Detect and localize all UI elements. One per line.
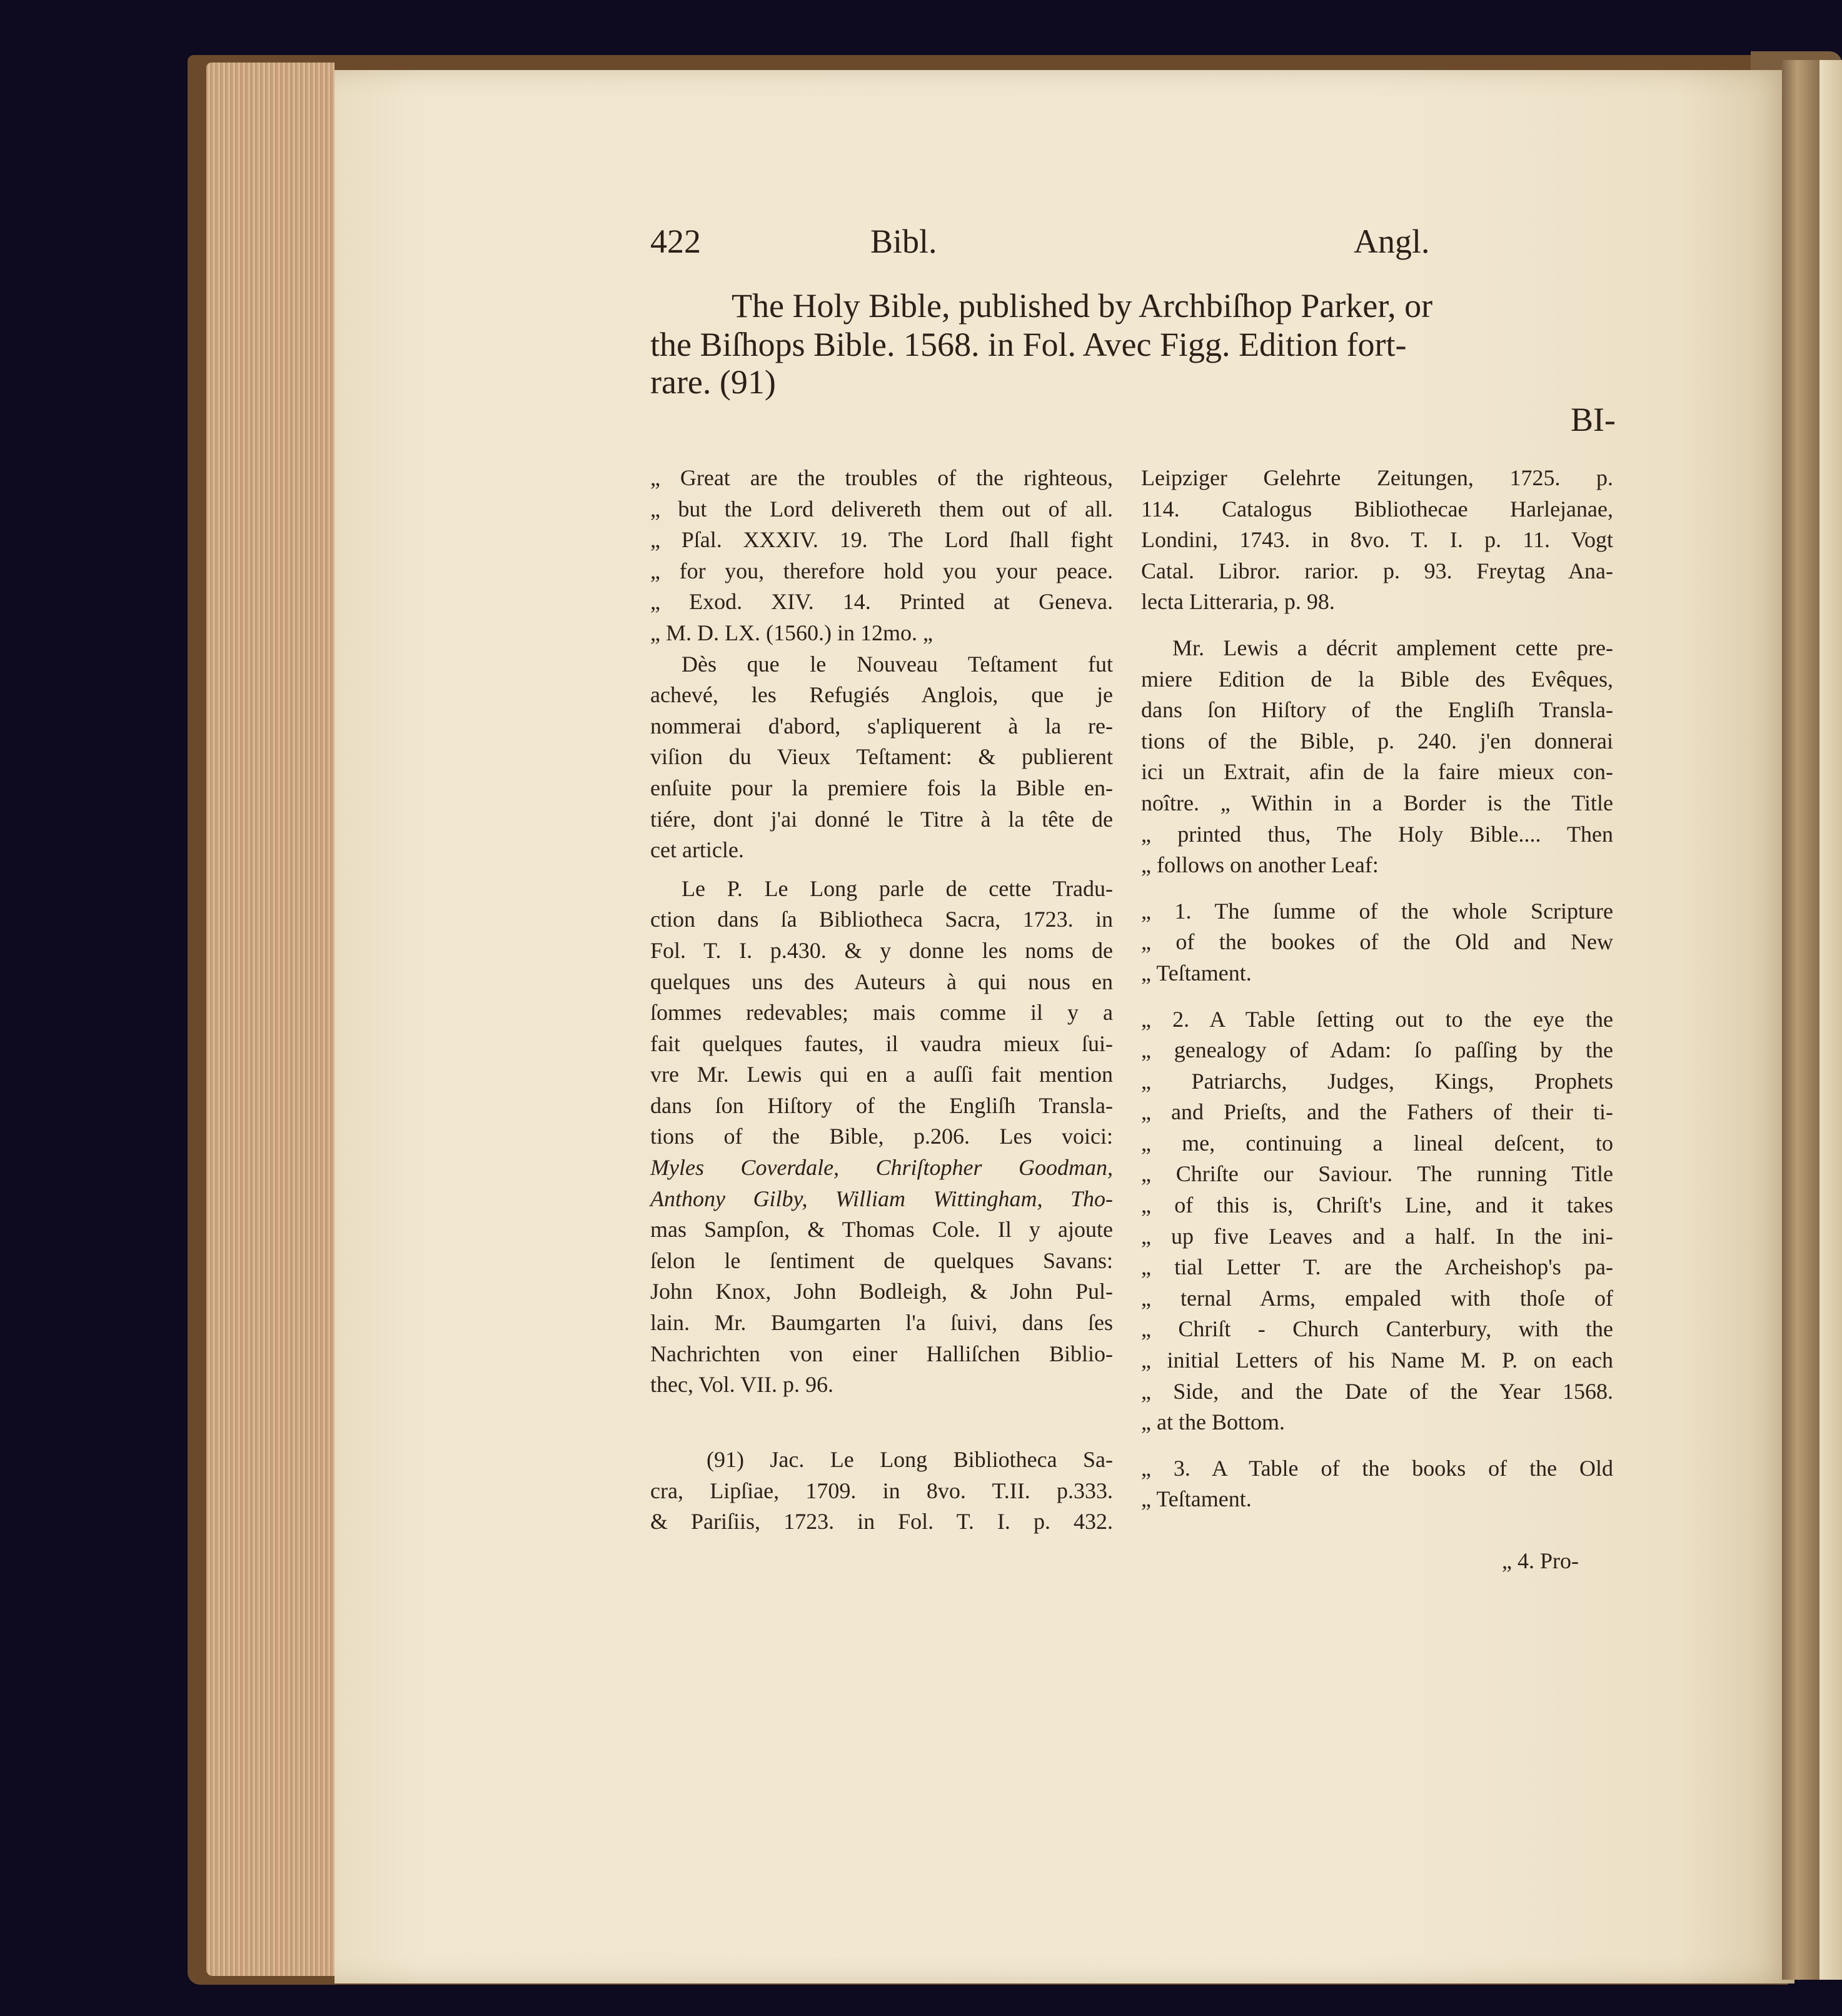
right-line: Londini, 1743. in 8vo. T. I. p. 11. Vogt [1141,527,1613,553]
right-line: „ initial Letters of his Name M. P. on each [1141,1348,1613,1373]
left-line: tions of the Bible, p.206. Les voici: [650,1124,1113,1149]
right-line: Leipziger Gelehrte Zeitungen, 1725. p. [1141,465,1613,490]
right-line: „ Chriſt - Church Canterbury, with the [1141,1316,1613,1342]
left-line: Dès que le Nouveau Teſtament fut [682,651,1113,677]
left-line: John Knox, John Bodleigh, & John Pul- [650,1279,1113,1304]
title-catchword: BI- [1571,401,1616,438]
left-line: „ Pſal. XXXIV. 19. The Lord ſhall fight [650,527,1113,553]
left-line: ſommes redevables; mais comme il y a [650,1000,1113,1026]
right-line: „ of the bookes of the Old and New [1141,929,1613,955]
right-line: Mr. Lewis a décrit amplement cette pre- [1172,635,1613,660]
right-line: „ Side, and the Date of the Year 1568. [1141,1378,1613,1404]
right-line: tions of the Bible, p. 240. j'en donnerai [1141,728,1613,753]
right-line: „ 3. A Table of the books of the Old [1141,1455,1613,1481]
right-line: „ and Prieſts, and the Fathers of their ti- [1141,1099,1613,1125]
left-column [650,463,1113,1401]
left-line: enſuite pour la premiere fois la Bible en- [650,775,1113,800]
right-line: „ me, continuing a lineal deſcent, to [1141,1130,1613,1156]
right-line: 114. Catalogus Bibliothecae Harlejanae, [1141,496,1613,522]
book-gutter [1782,60,1819,1980]
left-line: achevé, les Refugiés Anglois, que je [650,682,1113,708]
right-line: „ Patriarchs, Judges, Kings, Prophets [1141,1068,1613,1094]
right-line: ici un Extrait, afin de la faire mieux con- [1141,759,1613,785]
left-line: tiére, dont j'ai donné le Titre à la tête de [650,806,1113,832]
right-line: „ Teſtament. [1141,960,1252,985]
left-line: viſion du Vieux Teſtament: & publierent [650,744,1113,770]
left-line: fait quelques fautes, il vaudra mieux ſui- [650,1031,1113,1056]
footnote-line: (91) Jac. Le Long Bibliotheca Sa- [707,1447,1113,1472]
left-line: Fol. T. I. p.430. & y donne les noms de [650,937,1113,963]
right-line: „ at the Bottom. [1141,1409,1285,1435]
page-number: 422 [650,223,701,260]
right-line: miere Edition de la Bible des Evêques, [1141,666,1613,692]
right-line: noître. „ Within in a Border is the Title [1141,790,1613,815]
footnote-line: & Pariſiis, 1723. in Fol. T. I. p. 432. [650,1509,1113,1535]
left-line: „ M. D. LX. (1560.) in 12mo. „ [650,620,933,645]
page-edges [206,63,335,1976]
running-head-left: Bibl. [870,223,937,260]
right-line: „ up five Leaves and a half. In the ini- [1141,1223,1613,1249]
right-line: dans ſon Hiſtory of the Engliſh Transla- [1141,697,1613,723]
title-line-1: The Holy Bible, published by Archbiſhop Parker, or [732,287,1433,325]
left-line: Le P. Le Long parle de cette Tradu- [682,875,1113,901]
left-line: ction dans ſa Bibliotheca Sacra, 1723. in [650,907,1113,932]
left-line: Myles Coverdale, Chriſtopher Goodman, [650,1155,1113,1181]
right-line: lecta Litteraria, p. 98. [1141,589,1335,615]
title-line-3: rare. (91) [650,363,776,401]
left-line: „ for you, therefore hold you your peace. [650,558,1113,583]
right-line: „ printed thus, The Holy Bible.... Then [1141,821,1613,847]
right-line: „ 2. A Table ſetting out to the eye the [1141,1006,1613,1032]
right-line: „ follows on another Leaf: [1141,852,1379,878]
left-line: quelques uns des Auteurs à qui nous en [650,969,1113,994]
left-line: cet article. [650,837,744,863]
right-line: „ of this is, Chriſt's Line, and it takes [1141,1192,1613,1218]
right-line: „ Teſtament. [1141,1486,1252,1512]
title-line-2: the Biſhops Bible. 1568. in Fol. Avec Figg. Edition fort- [650,326,1407,363]
left-line: thec, Vol. VII. p. 96. [650,1372,833,1398]
left-line: „ Exod. XIV. 14. Printed at Geneva. [650,589,1113,615]
running-head-right: Angl. [1354,223,1430,260]
left-line: Nachrichten von einer Halliſchen Biblio- [650,1341,1113,1366]
left-line: ſelon le ſentiment de quelques Savans: [650,1247,1113,1273]
right-column [1141,463,1613,1515]
left-line: „ Great are the troubles of the righteous, [650,465,1113,490]
right-catchword: „ 4. Pro- [1502,1548,1579,1573]
right-line: „ genealogy of Adam: ſo paſſing by the [1141,1037,1613,1063]
left-line: „ but the Lord delivereth them out of all. [650,496,1113,522]
right-line: Catal. Libror. rarior. p. 93. Freytag Ana- [1141,558,1613,583]
right-line: „ tial Letter T. are the Archeishop's pa- [1141,1254,1613,1280]
left-line: nommerai d'abord, s'apliquerent à la re- [650,713,1113,738]
right-line: „ ternal Arms, empaled with thoſe of [1141,1285,1613,1311]
footnote [650,1444,1113,1538]
right-line: „ 1. The ſumme of the whole Scripture [1141,898,1613,924]
facing-page [1819,60,1842,1980]
footnote-line: cra, Lipſiae, 1709. in 8vo. T.II. p.333. [650,1478,1113,1503]
left-line: dans ſon Hiſtory of the Engliſh Transla- [650,1092,1113,1118]
left-line: lain. Mr. Baumgarten l'a ſuivi, dans ſes [650,1310,1113,1336]
left-line: mas Sampſon, & Thomas Cole. Il y ajoute [650,1217,1113,1242]
left-line: vre Mr. Lewis qui en a auſſi fait mention [650,1062,1113,1087]
left-line: Anthony Gilby, William Wittingham, Tho- [650,1186,1113,1211]
right-line: „ Chriſte our Saviour. The running Title [1141,1161,1613,1187]
